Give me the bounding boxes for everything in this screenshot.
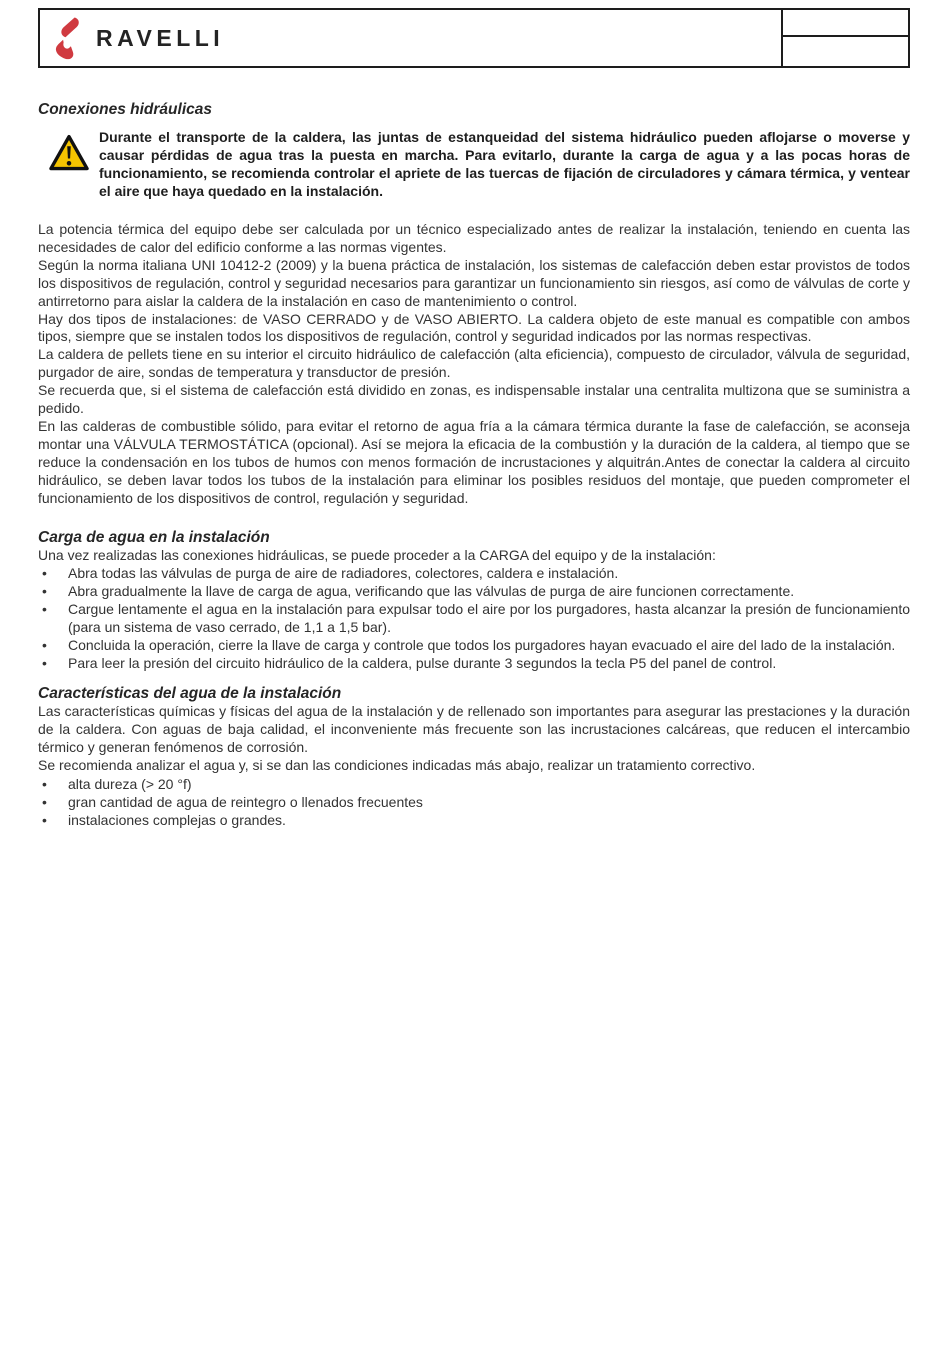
caracteristicas-bullet-list (38, 775, 910, 829)
list-item: • Para leer la presión del circuito hidráulico de la caldera, pulse durante 3 segundos la tecla P5 del panel de control. (38, 654, 910, 672)
flame-icon (53, 17, 83, 60)
paragraph: Se recomienda analizar el agua y, si se dan las condiciones indicadas más abajo, realizar un tratamiento correctivo. (38, 757, 756, 774)
warning-note (48, 128, 910, 200)
conexiones-paragraphs (38, 221, 910, 508)
list-item: • Concluida la operación, cierre la llave de carga y controle que todos los purgadores hayan evacuado el aire del lado de la instalación. (38, 636, 910, 654)
paragraph: Hay dos tipos de instalaciones: de VASO CERRADO y de VASO ABIERTO. La caldera objeto de este manual es compatible con ambos tipos, siempre que se instalen todos los dispositivos de regulación, control y seguridad indicados por las normas respectivas. (38, 310, 910, 345)
paragraph: La potencia térmica del equipo debe ser calculada por un técnico especializado antes de realizar la instalación, teniendo en cuenta las necesidades de calor del edificio conforme a las normas vigentes. (38, 221, 910, 255)
list-item: • Abra todas las válvulas de purga de aire de radiadores, colectores, caldera e instalación. (38, 564, 910, 582)
carga-bullet-list (38, 564, 910, 672)
list-item: • Abra gradualmente la llave de carga de agua, verificando que las válvulas de purga de aire funcionen correctamente. (38, 582, 910, 600)
paragraph: Las características químicas y físicas del agua de la instalación y de rellenado son importantes para asegurar las prestaciones y la duración de la caldera. Con aguas de baja calidad, el inconveniente más frecuente son las incrustaciones calcáreas, que reducen el intercambio térmico y generan fenómenos de corrosión. (38, 703, 910, 756)
paragraph: Según la norma italiana UNI 10412-2 (2009) y la buena práctica de instalación, los sistemas de calefacción deben estar provistos de todos los dispositivos de regulación, control y seguridad necesarios para garantizar un funcionamiento sin riesgos, así como de válvulas de corte y antirretorno para aislar la caldera de la instalación en caso de mantenimiento o control. (38, 256, 910, 309)
paragraph: En las calderas de combustible sólido, para evitar el retorno de agua fría a la cámara térmica durante la fase de calefacción, se aconseja montar una VÁLVULA TERMOSTÁTICA (opcional). Así se mejora la eficacia de la combustión y la duración de la caldera, al tiempo que se reduce la condensación en los tubos de humos con menos formación de incrustaciones y alquitrán.Antes de conectar la caldera al circuito hidráulico, se deben lavar todos los tubos de la instalación para eliminar los posibles residuos del montaje, que pueden comprometer el funcionamiento de los dispositivos de control, regulación y seguridad. (38, 417, 910, 506)
brand-wordmark: RAVELLI (96, 24, 225, 51)
list-item: • Cargue lentamente el agua en la instalación para expulsar todo el aire por los purgadores, hasta alcanzar la presión de funcionamiento (para un sistema de vaso cerrado, de 1,1 a 1,5 bar). (38, 600, 910, 636)
header-revision-table (781, 10, 908, 66)
document-header (38, 8, 910, 68)
section-title-carga: Carga de agua en la instalación (38, 528, 270, 546)
paragraph: Se recuerda que, si el sistema de calefacción está dividido en zonas, es indispensable instalar una centralita multizona que se suministra a pedido. (38, 382, 910, 417)
header-cell-top (783, 10, 908, 37)
section-title-caracteristicas: Características del agua de la instalación (38, 685, 342, 703)
caracteristicas-paragraphs (38, 703, 910, 775)
paragraph: La caldera de pellets tiene en su interior el circuito hidráulico de calefacción (alta eficiencia), compuesto de circulador, válvula de seguridad, purgador de aire, sondas de temperatura y transductor de presión. (38, 346, 910, 381)
section-title-conexiones: Conexiones hidráulicas (38, 101, 212, 118)
warning-icon (48, 133, 90, 173)
ravelli-logo (40, 10, 781, 66)
warning-text: Durante el transporte de la caldera, las juntas de estanqueidad del sistema hidráulico pueden aflojarse o moverse y causar pérdidas de agua tras la puesta en marcha. Para evitarlo, durante la carga de agua y a las pocas horas de funcionamiento, se recomienda controlar el apriete de las tuercas de fijación de circuladores y cámara térmica, y ventear el aire que haya quedado en la instalación. (99, 129, 910, 199)
list-item: • gran cantidad de agua de reintegro o llenados frecuentes (38, 793, 910, 811)
list-item: • alta dureza (> 20 °f) (38, 775, 910, 793)
list-item: • instalaciones complejas o grandes. (38, 811, 910, 829)
header-cell-bottom (783, 37, 908, 66)
carga-intro: Una vez realizadas las conexiones hidráulicas, se puede proceder a la CARGA del equipo y de la instalación: (38, 546, 716, 563)
